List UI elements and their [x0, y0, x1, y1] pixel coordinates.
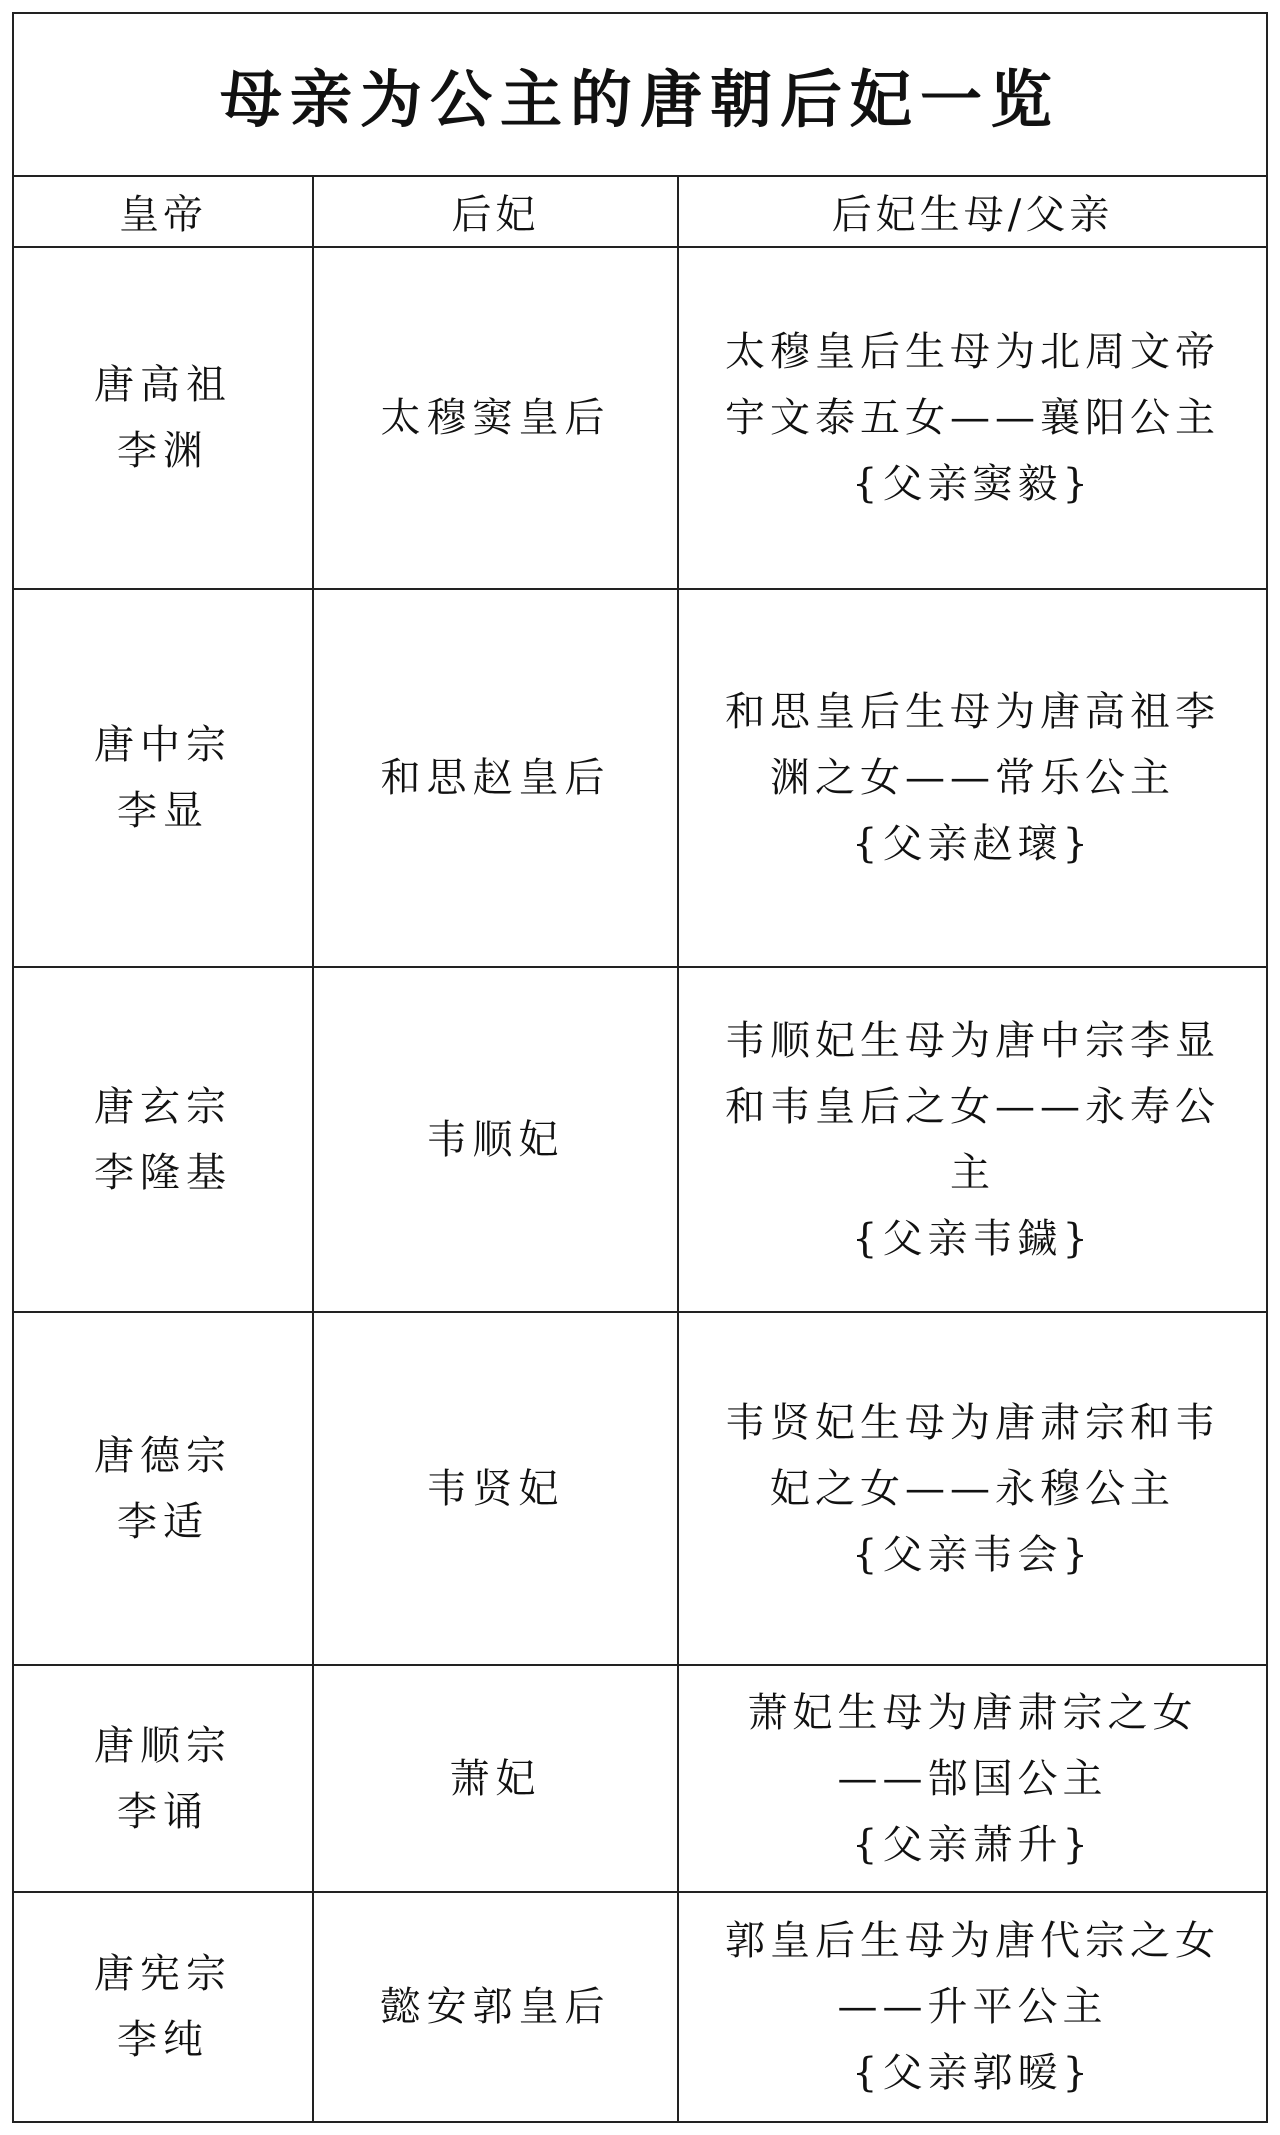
- detail-line: {父亲韦会}: [852, 1531, 1093, 1578]
- consort-cell: 懿安郭皇后: [313, 1892, 678, 2121]
- emperor-title: 唐宪宗: [94, 1951, 232, 1997]
- emperor-cell: [14, 589, 313, 967]
- consort-cell: 韦顺妃: [313, 967, 678, 1312]
- consort-cell: 韦贤妃: [313, 1312, 678, 1665]
- table-row: [14, 1892, 1266, 2121]
- detail-line: 和思皇后生母为唐高祖李: [725, 689, 1220, 735]
- detail-cell: [678, 1665, 1266, 1892]
- detail-line: 萧妃生母为唐肃宗之女: [747, 1689, 1198, 1736]
- emperor-name: 李纯: [117, 2017, 209, 2063]
- emperor-cell: [14, 247, 313, 589]
- emperor-name: 李适: [117, 1498, 209, 1545]
- table-row: [14, 1665, 1266, 1892]
- detail-line: ——升平公主: [837, 1984, 1108, 2030]
- consort-cell: 太穆窦皇后: [313, 247, 678, 589]
- detail-line: {父亲萧升}: [852, 1821, 1093, 1868]
- detail-cell: [678, 589, 1266, 967]
- consort-table: [14, 177, 1266, 2121]
- header-emperor: 皇帝: [14, 177, 313, 247]
- emperor-cell: [14, 967, 313, 1312]
- detail-line: {父亲韦鐬}: [852, 1215, 1093, 1262]
- emperor-title: 唐顺宗: [94, 1722, 232, 1769]
- detail-line: 主: [950, 1149, 995, 1196]
- header-mother-father: 后妃生母/父亲: [678, 177, 1266, 247]
- emperor-title: 唐玄宗: [94, 1083, 232, 1130]
- emperor-cell: [14, 1665, 313, 1892]
- table-row: [14, 247, 1266, 589]
- emperor-title: 唐德宗: [94, 1432, 232, 1479]
- detail-cell: [678, 247, 1266, 589]
- emperor-name: 李隆基: [94, 1149, 232, 1196]
- emperor-name: 李诵: [117, 1788, 209, 1835]
- detail-line: 太穆皇后生母为北周文帝: [725, 329, 1220, 375]
- consort-cell: 和思赵皇后: [313, 589, 678, 967]
- detail-line: 妃之女——永穆公主: [770, 1465, 1175, 1512]
- detail-line: 韦顺妃生母为唐中宗李显: [725, 1017, 1220, 1064]
- detail-line: {父亲窦毅}: [852, 461, 1093, 507]
- consort-cell: 萧妃: [313, 1665, 678, 1892]
- detail-line: {父亲赵瓌}: [852, 821, 1093, 867]
- detail-cell: [678, 1312, 1266, 1665]
- emperor-cell: [14, 1892, 313, 2121]
- emperor-name: 李渊: [117, 428, 209, 474]
- emperor-title: 唐中宗: [94, 722, 232, 768]
- header-consort: 后妃: [313, 177, 678, 247]
- detail-line: 渊之女——常乐公主: [770, 755, 1175, 801]
- detail-line: 和韦皇后之女——永寿公: [725, 1083, 1220, 1130]
- emperor-title: 唐高祖: [94, 362, 232, 408]
- emperor-name: 李显: [117, 788, 209, 834]
- table-row: [14, 1312, 1266, 1665]
- detail-line: 宇文泰五女——襄阳公主: [725, 395, 1220, 441]
- emperor-cell: [14, 1312, 313, 1665]
- detail-line: 韦贤妃生母为唐肃宗和韦: [725, 1399, 1220, 1446]
- detail-line: ——郜国公主: [837, 1755, 1108, 1802]
- detail-cell: [678, 967, 1266, 1312]
- table-row: [14, 967, 1266, 1312]
- table-header-row: [14, 177, 1266, 247]
- detail-cell: [678, 1892, 1266, 2121]
- document-sheet: [12, 12, 1268, 2123]
- table-row: [14, 589, 1266, 967]
- detail-line: {父亲郭暧}: [852, 2050, 1093, 2096]
- detail-line: 郭皇后生母为唐代宗之女: [725, 1918, 1220, 1964]
- page-title: 母亲为公主的唐朝后妃一览: [14, 14, 1266, 177]
